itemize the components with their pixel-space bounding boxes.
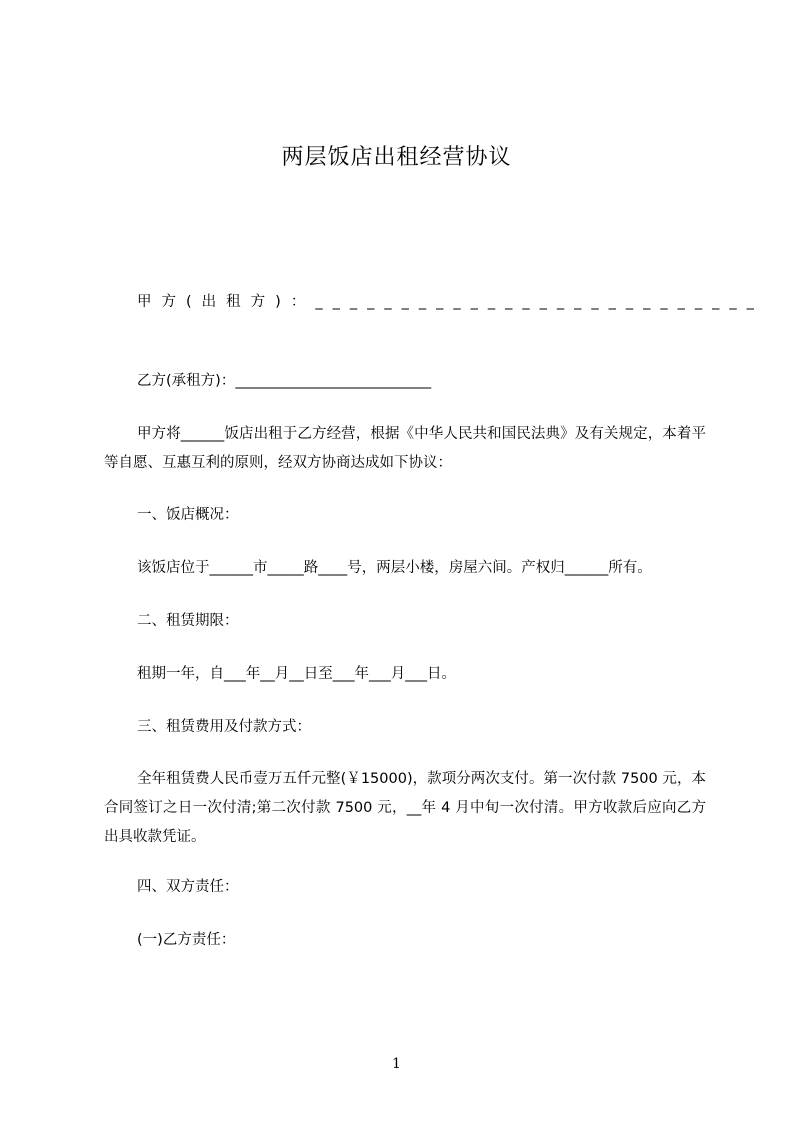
section-3-heading: 三、租赁费用及付款方式： <box>137 719 311 735</box>
section-4-heading: 四、双方责任： <box>137 879 239 895</box>
section-3-text: 全年租赁费人民币壹万五仟元整(￥15000)，款项分两次支付。第一次付款 7500 元，本合同签订之日一次付清;第二次付款 7500 元，__年 4 月中旬一次付清。甲方收款后应向乙方出具收款凭证。 <box>104 771 706 845</box>
section-4-sub-1: (一)乙方责任： <box>137 932 236 948</box>
document-title: 两层饭店出租经营协议 <box>281 145 512 170</box>
section-1-text: 该饭店位于______市_____路____号，两层小楼，房屋六间。产权归______所有。 <box>137 560 652 576</box>
intro-paragraph: 甲方将______饭店出租于乙方经营，根据《中华人民共和国民法典》及有关规定，本着平等自愿、互惠互利的原则，经双方协商达成如下协议： <box>104 426 706 471</box>
party-a-line: 甲方(出租方)：__________________________ <box>137 294 764 310</box>
page-number: 1 <box>392 1056 401 1072</box>
party-b-line: 乙方(承租方)：___________________________ <box>137 373 432 389</box>
section-1-heading: 一、饭店概况： <box>137 507 239 523</box>
section-2-text: 租期一年，自___年__月__日至___年___月___日。 <box>137 666 456 682</box>
section-2-heading: 二、租赁期限： <box>137 613 239 629</box>
